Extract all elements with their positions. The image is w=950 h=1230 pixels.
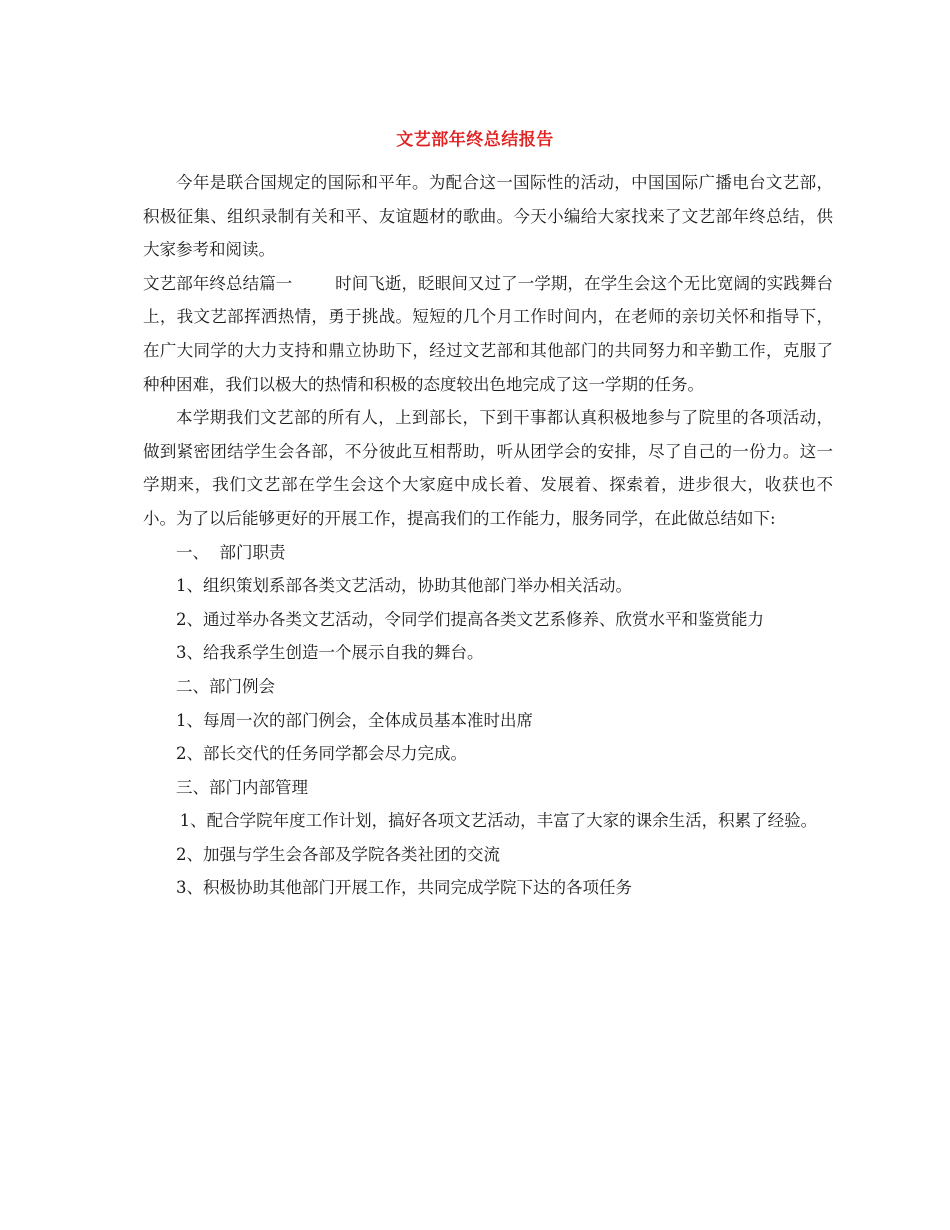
section-heading-meetings: 二、部门例会 xyxy=(176,676,275,696)
list-item: 3、积极协助其他部门开展工作，共同完成学院下达的各项任务 xyxy=(176,878,632,898)
list-item: 1、配合学院年度工作计划，搞好各项文艺活动，丰富了大家的课余生活，积累了经验。 xyxy=(174,811,818,831)
section-heading-duties: 一、 部门职责 xyxy=(176,542,286,562)
paragraph-part-one: 文艺部年终总结篇一 时间飞逝，眨眼间又过了一学期，在学生会这个无比宽阔的实践舞台上，我文艺部挥洒热情，勇于挑战。短短的几个月工作时间内，在老师的亲切关怀和指导下，在广大同学的大力支持和鼎立协助下，经过文艺部和其他部门的共同努力和辛勤工作，克服了种种困难，我们以极大的热情和积极的态度较出色地完成了这一学期的任务。 xyxy=(143,273,833,394)
list-item: 1、组织策划系部各类文艺活动，协助其他部门举办相关活动。 xyxy=(176,576,632,596)
list-item: 2、通过举办各类文艺活动，令同学们提高各类文艺系修养、欣赏水平和鉴赏能力 xyxy=(176,609,764,629)
document-title: 文艺部年终总结报告 xyxy=(396,130,554,150)
list-item: 3、给我系学生创造一个展示自我的舞台。 xyxy=(176,643,484,663)
list-item: 2、加强与学生会各部及学院各类社团的交流 xyxy=(176,844,500,864)
list-item: 1、每周一次的部门例会，全体成员基本准时出席 xyxy=(176,710,533,730)
section-heading-management: 三、部门内部管理 xyxy=(176,777,308,797)
list-item: 2、部长交代的任务同学都会尽力完成。 xyxy=(176,744,467,764)
paragraph-semester: 本学期我们文艺部的所有人，上到部长，下到干事都认真积极地参与了院里的各项活动，做到紧密团结学生会各部，不分彼此互相帮助，听从团学会的安排，尽了自己的一份力。这一学期来，我们文艺部在学生会这个大家庭中成长着、发展着、探索着，进步很大，收获也不小。为了以后能够更好的开展工作，提高我们的工作能力，服务同学，在此做总结如下: xyxy=(143,408,833,528)
document-body xyxy=(143,166,833,905)
paragraph-intro: 今年是联合国规定的国际和平年。为配合这一国际性的活动，中国国际广播电台文艺部，积极征集、组织录制有关和平、友谊题材的歌曲。今天小编给大家找来了文艺部年终总结，供大家参考和阅读。 xyxy=(143,173,833,260)
